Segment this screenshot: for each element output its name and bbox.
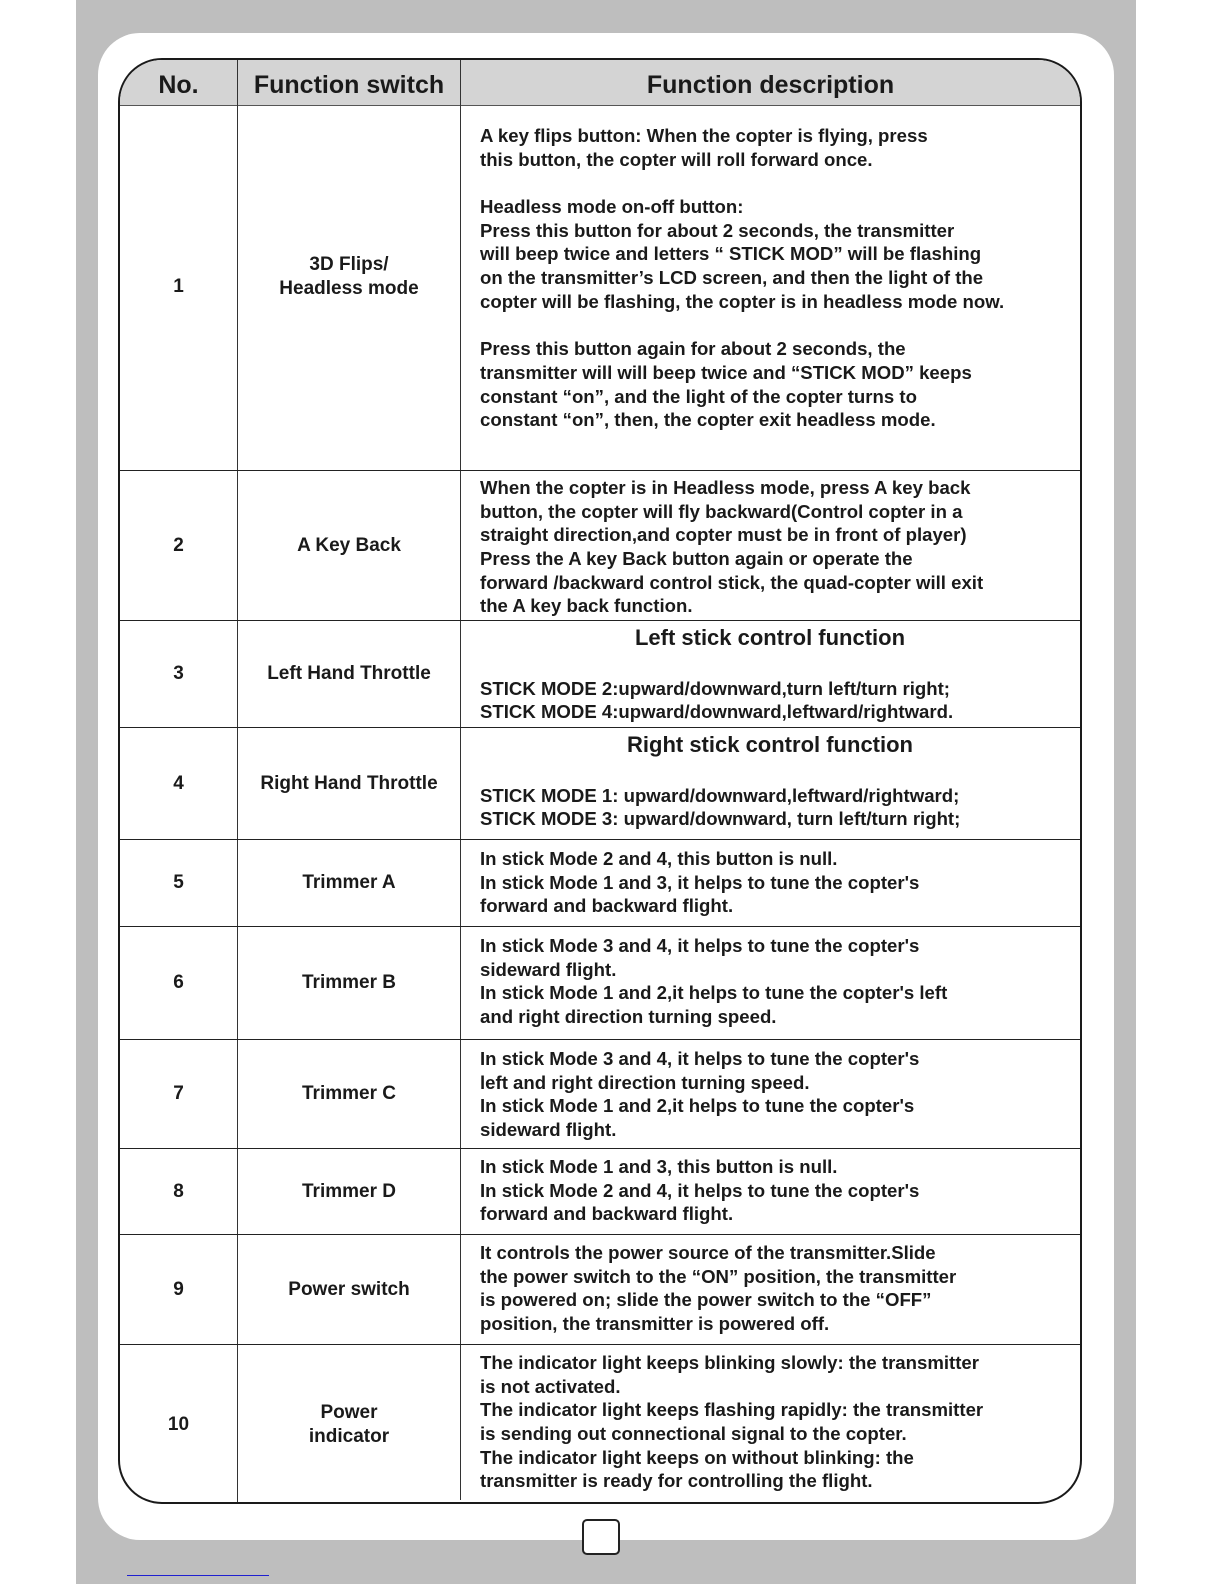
description-line: position, the transmitter is powered off. [480,1313,830,1335]
function-switch-text [309,1401,389,1449]
function-description [480,1149,1080,1226]
function-switch-line: Trimmer D [302,1180,396,1202]
description-line: The indicator light keeps on without blinking: the [480,1446,914,1468]
description-line: is powered on; slide the power switch to the “OFF” [480,1289,932,1311]
row-number: 5 [173,872,184,893]
description-line [480,171,1080,195]
table-row [120,839,1080,926]
description-title: Left stick control function [634,625,906,650]
function-description [480,104,1080,432]
description-line: forward and backward flight. [480,895,734,917]
description-line: forward and backward flight. [480,1203,734,1225]
row-number: 2 [173,534,184,556]
description-line: When the copter is in Headless mode, press A key back [480,477,971,498]
header-function-switch: Function switch [253,71,445,99]
function-switch-text [302,1082,396,1106]
function-description [480,927,1080,1029]
function-switch-line: indicator [308,1425,390,1447]
description-line: the A key back function. [480,595,693,617]
description-line: In stick Mode 1 and 3, this button is null. [480,1156,838,1177]
function-switch-text [288,1278,409,1302]
description-line: In stick Mode 1 and 3, it helps to tune the copter's [480,871,920,893]
description-line: transmitter is ready for controlling the flight. [480,1470,873,1492]
function-description [480,728,1080,831]
function-switch [238,927,460,1039]
row-number: 1 [173,276,184,297]
function-description [480,621,1080,724]
description-line: Press this button again for about 2 seconds, the [480,338,906,360]
function-description [480,1345,1080,1493]
function-switch-line: Trimmer C [302,1083,396,1104]
description-title: Right stick control function [627,732,913,757]
function-description [480,1235,1080,1336]
function-switch [238,1149,460,1234]
row-number: 8 [173,1180,184,1202]
function-switch-line: Left Hand Throttle [267,663,431,684]
description-line [480,760,1080,784]
description-line: copter will be flashing, the copter is in headless mode now. [480,290,1005,312]
table-row [120,104,1080,470]
description-line: A key flips button: When the copter is flying, press [480,125,928,146]
description-line: on the transmitter’s LCD screen, and then the light of the [480,267,984,289]
table-row [120,1344,1080,1504]
description-line: The indicator light keeps blinking slowly: the transmitter [480,1352,980,1373]
table-row [120,470,1080,620]
table-row [120,727,1080,839]
description-line: STICK MODE 3: upward/downward, turn left/turn right; [480,808,961,830]
function-switch [238,1040,460,1148]
function-switch-line: Power switch [288,1278,410,1300]
row-number: 10 [167,1413,190,1435]
function-switch-line: Power [320,1401,378,1423]
function-switch-text [302,871,395,895]
function-switch [238,728,460,839]
description-line: will beep twice and letters “ STICK MOD” will be flashing [480,243,982,265]
function-switch-text [297,534,401,558]
table-header [120,60,1080,106]
header-function-description: Function description [646,71,895,99]
description-line: this button, the copter will roll forward once. [480,148,873,170]
description-line: constant “on”, then, the copter exit headless mode. [480,409,936,431]
description-line: straight direction,and copter must be in front of player) [480,524,967,546]
description-line: constant “on”, and the light of the copter turns to [480,385,917,407]
description-line: In stick Mode 1 and 2,it helps to tune the copter's left [480,982,948,1004]
description-line: STICK MODE 1: upward/downward,leftward/rightward; [480,784,960,806]
description-line: is not activated. [480,1375,621,1397]
row-number: 3 [173,663,184,684]
page-number-box [582,1519,620,1555]
header-no: No. [158,71,199,99]
function-switch-line: A Key Back [297,534,401,556]
description-line: In stick Mode 2 and 4, this button is null. [480,848,838,869]
function-switch [238,104,460,470]
function-switch [238,471,460,620]
function-switch-line: 3D Flips/ [309,254,389,275]
function-switch-text [302,971,396,995]
row-number: 9 [173,1278,184,1300]
function-switch-text [260,772,437,796]
function-switch-line: Headless mode [279,278,419,299]
function-description [480,840,1080,918]
table-row [120,1039,1080,1148]
table-row [120,1148,1080,1234]
description-line: button, the copter will fly backward(Control copter in a [480,500,963,522]
function-switch [238,621,460,727]
function-table [118,58,1082,1504]
description-line: STICK MODE 2:upward/downward,turn left/turn right; [480,677,950,699]
description-line [480,314,1080,338]
description-line: Press the A key Back button again or operate the [480,548,913,570]
description-line: is sending out connectional signal to the copter. [480,1423,907,1445]
function-description [480,471,1080,618]
function-description [480,1040,1080,1142]
description-line: In stick Mode 3 and 4, it helps to tune the copter's [480,935,920,956]
description-line: Press this button for about 2 seconds, the transmitter [480,219,955,241]
description-line: It controls the power source of the transmitter.Slide [480,1242,936,1263]
function-switch [238,840,460,926]
description-line: sideward flight. [480,958,617,980]
description-line: Headless mode on-off button: [480,196,744,218]
function-switch-text [302,1180,396,1204]
function-switch-text [267,662,431,686]
description-line: In stick Mode 2 and 4, it helps to tune the copter's [480,1179,920,1201]
description-line: STICK MODE 4:upward/downward,leftward/rightward. [480,701,954,723]
description-line: sideward flight. [480,1119,617,1141]
function-switch-text [279,253,418,301]
function-switch-line: Right Hand Throttle [260,772,438,794]
description-line [480,653,1080,677]
description-line: In stick Mode 1 and 2,it helps to tune the copter's [480,1095,915,1117]
row-number: 7 [173,1083,184,1104]
description-line: forward /backward control stick, the quad-copter will exit [480,571,984,593]
table-row [120,1234,1080,1344]
description-line: and right direction turning speed. [480,1006,777,1028]
description-line: The indicator light keeps flashing rapidly: the transmitter [480,1399,984,1421]
table-row [120,620,1080,727]
function-switch [238,1235,460,1344]
description-line: left and right direction turning speed. [480,1071,810,1093]
row-number: 4 [173,772,184,794]
function-switch-line: Trimmer A [302,872,396,893]
function-switch-line: Trimmer B [302,972,396,993]
link-underline [127,1575,269,1576]
description-line: the power switch to the “ON” position, the transmitter [480,1265,957,1287]
function-switch [238,1345,460,1504]
table-row [120,926,1080,1039]
row-number: 6 [173,972,184,993]
description-line: In stick Mode 3 and 4, it helps to tune the copter's [480,1048,920,1069]
description-line: transmitter will will beep twice and “STICK MOD” keeps [480,361,972,383]
